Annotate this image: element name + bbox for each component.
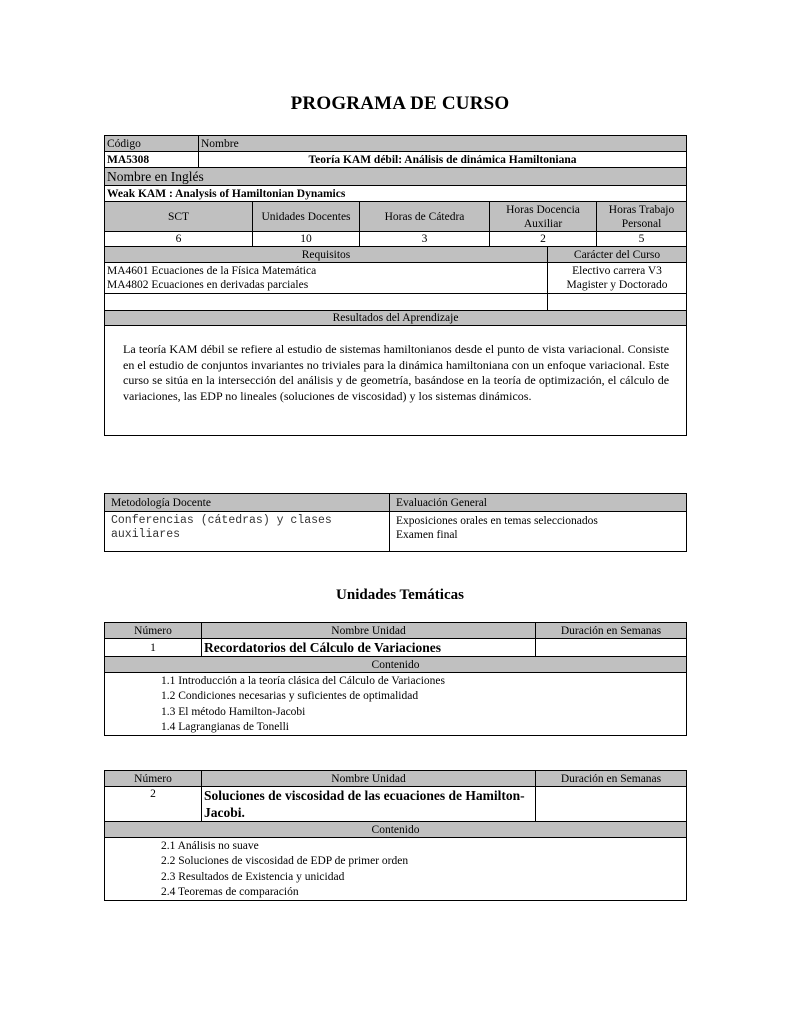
unidades-docentes-header: Unidades Docentes — [253, 202, 360, 232]
horas-personal-header: Horas Trabajo Personal — [597, 202, 687, 232]
resultados-label: Resultados del Aprendizaje — [105, 311, 687, 326]
content-item: 2.3 Resultados de Existencia y unicidad — [161, 870, 345, 883]
horas-catedra-value: 3 — [360, 232, 490, 247]
content-item: 2.1 Análisis no suave — [161, 840, 259, 852]
course-name-english: Weak KAM : Analysis of Hamiltonian Dynamics — [105, 186, 687, 202]
horas-personal-value: 5 — [597, 232, 687, 247]
sct-value: 6 — [105, 232, 253, 247]
duracion-header: Duración en Semanas — [536, 623, 687, 639]
unit-duration — [536, 787, 687, 822]
caracter-item: Magister y Doctorado — [566, 279, 668, 291]
resultados-text: La teoría KAM débil se refiere al estudio de sistemas hamiltonianos desde el punto de vista variacional. Consiste en el estudio de conjuntos invariantes no triviales para la dinámica hamiltoniana con un enfoque variacional. Este curso se sitúa en la intersección del análisis y de geometría, basándose en la teoría de optimización, el cálculo de variaciones, las EDP no lineales (soluciones de viscosidad) y los sistemas dinámicos. — [105, 326, 687, 436]
nombre-unidad-header: Nombre Unidad — [202, 623, 536, 639]
evaluacion-label: Evaluación General — [390, 494, 687, 512]
requisitos-label: Requisitos — [105, 247, 548, 263]
empty-cell — [105, 294, 548, 311]
unit-table-1 — [104, 622, 687, 736]
numero-header: Número — [105, 771, 202, 787]
page-title: PROGRAMA DE CURSO — [290, 93, 510, 114]
unidades-docentes-value: 10 — [253, 232, 360, 247]
horas-catedra-header: Horas de Cátedra — [360, 202, 490, 232]
metodologia-text: Conferencias (cátedras) y clases auxiliares — [105, 512, 390, 552]
horas-auxiliar-header: Horas Docencia Auxiliar — [490, 202, 597, 232]
numero-header: Número — [105, 623, 202, 639]
requisitos-list — [105, 263, 548, 294]
content-item: 1.3 El método Hamilton-Jacobi — [161, 705, 306, 718]
duracion-header: Duración en Semanas — [536, 771, 687, 787]
contenido-header: Contenido — [105, 657, 687, 673]
unit-duration — [536, 639, 687, 657]
unit-table-2 — [104, 770, 687, 901]
caracter-label: Carácter del Curso — [548, 247, 687, 263]
sct-header: SCT — [105, 202, 253, 232]
nombre-unidad-header: Nombre Unidad — [202, 771, 536, 787]
unit-name: Soluciones de viscosidad de las ecuaciones de Hamilton-Jacobi. — [202, 787, 536, 822]
unit-name: Recordatorios del Cálculo de Variaciones — [202, 639, 536, 657]
evaluacion-item: Exposiciones orales en temas seleccionados — [396, 515, 598, 527]
caracter-item: Electivo carrera V3 — [572, 265, 662, 277]
horas-auxiliar-value: 2 — [490, 232, 597, 247]
course-table — [104, 135, 687, 436]
content-item: 2.4 Teoremas de comparación — [161, 885, 299, 898]
contenido-header: Contenido — [105, 822, 687, 838]
content-item: 2.2 Soluciones de viscosidad de EDP de primer orden — [161, 855, 409, 868]
course-code: MA5308 — [105, 152, 199, 168]
unit-contents — [105, 838, 687, 901]
codigo-label: Código — [105, 136, 199, 152]
caracter-list — [548, 263, 687, 294]
metodologia-label: Metodología Docente — [105, 494, 390, 512]
unit-number: 1 — [105, 639, 202, 657]
nombre-label: Nombre — [199, 136, 687, 152]
evaluacion-item: Examen final — [396, 529, 458, 541]
content-item: 1.4 Lagrangianas de Tonelli — [161, 720, 289, 733]
course-name: Teoría KAM débil: Análisis de dinámica Hamiltoniana — [199, 152, 687, 168]
metodologia-table — [104, 493, 687, 552]
empty-cell — [548, 294, 687, 311]
unit-number: 2 — [105, 787, 202, 822]
content-item: 1.2 Condiciones necesarias y suficientes de optimalidad — [161, 690, 419, 703]
unidades-title: Unidades Temáticas — [336, 587, 464, 603]
requisito-item: MA4601 Ecuaciones de la Física Matemática — [107, 265, 317, 277]
content-item: 1.1 Introducción a la teoría clásica del Cálculo de Variaciones — [161, 675, 445, 687]
nombre-ingles-label: Nombre en Inglés — [105, 168, 687, 186]
requisito-item: MA4802 Ecuaciones en derivadas parciales — [107, 279, 309, 291]
unit-contents — [105, 673, 687, 736]
evaluacion-list — [390, 512, 687, 552]
